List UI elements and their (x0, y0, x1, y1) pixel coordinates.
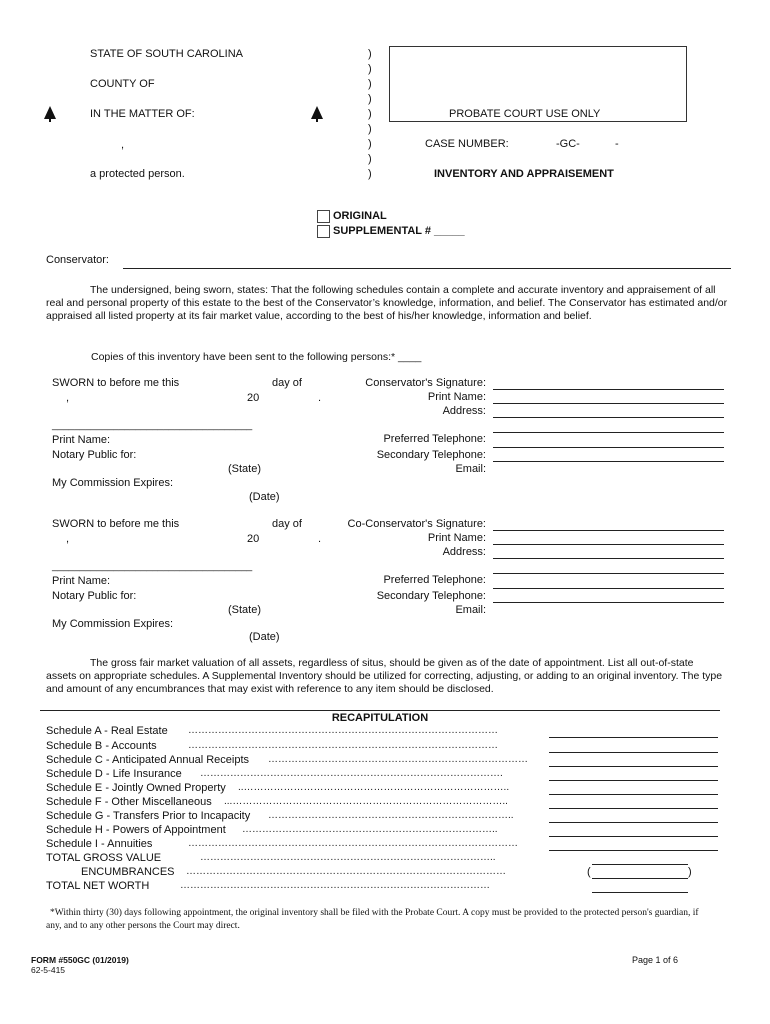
intro-paragraph: The undersigned, being sworn, states: That the following schedules contain a complete and accurate inventory and appraisement of all real and personal property of this estate to the best of the Conservator’s knowledge, information, and belief. The Conservator has estimated and/or appraised all listed property at its fair market value, according to the best of his/her knowledge, information and belief. (46, 284, 728, 322)
recap-dots: ………………………………………………………………………………… (180, 880, 490, 891)
address-input-2[interactable] (493, 573, 724, 574)
date-period: . (318, 533, 322, 545)
recap-dots: ………………………………………………………………………………… (188, 725, 498, 736)
recap-dots: ………………………………………………………………………………… (188, 740, 498, 751)
recap-value-input[interactable] (549, 836, 718, 837)
commission-expires: My Commission Expires: (52, 477, 174, 489)
recap-dots: ……………………………………………………………….. (268, 810, 514, 821)
year-prefix[interactable]: 20 (247, 533, 260, 545)
secondary-phone-label: Secondary Telephone: (376, 590, 486, 602)
date-comma: , (66, 533, 70, 545)
conservator-label: Conservator: (46, 254, 109, 266)
encumbrances-close-paren: ) (688, 866, 692, 878)
print-name-input[interactable] (493, 544, 724, 545)
notary-print-name: Print Name: (52, 575, 111, 587)
recap-value-input[interactable] (549, 780, 718, 781)
matter-label: IN THE MATTER OF: (90, 108, 195, 120)
form-title: INVENTORY AND APPRAISEMENT (434, 168, 614, 180)
case-number-dash[interactable]: - (615, 138, 619, 150)
state-label: STATE OF SOUTH CAROLINA (90, 48, 243, 60)
recap-value-input[interactable] (549, 766, 718, 767)
total-net-worth-input[interactable] (592, 892, 688, 893)
paren: ) (368, 168, 372, 180)
page-number: Page 1 of 6 (632, 955, 679, 965)
recap-dots: ………………………………………………………………….. (242, 824, 498, 835)
recap-label: Schedule H - Powers of Appointment (46, 824, 226, 836)
county-label: COUNTY OF (90, 78, 155, 90)
address-input-2[interactable] (493, 432, 724, 433)
recap-dots: ………………………………………………………………………………. (200, 768, 503, 779)
notary-print-name: Print Name: (52, 434, 111, 446)
supplemental-checkbox[interactable] (317, 225, 330, 238)
state-hint: (State) (228, 604, 262, 616)
recap-label: Schedule F - Other Miscellaneous (46, 796, 212, 808)
email-label: Email: (455, 463, 486, 475)
address-label: Address: (442, 546, 486, 558)
day-of-label: day of (272, 377, 302, 389)
date-hint: (Date) (249, 491, 280, 503)
co-conservator-signature-input[interactable] (493, 530, 724, 531)
address-input[interactable] (493, 558, 724, 559)
recap-dots: …………………………………………………………………… (268, 754, 528, 765)
paren: ) (368, 153, 372, 165)
recap-dots: …………………………………………………………………………………… (186, 866, 506, 877)
paren: ) (368, 78, 372, 90)
total-gross-input[interactable] (592, 864, 688, 865)
preferred-phone-input[interactable] (493, 588, 724, 589)
preferred-phone-input[interactable] (493, 447, 724, 448)
supplemental-label[interactable]: SUPPLEMENTAL # _____ (333, 225, 465, 237)
conservator-signature-label: Conservator's Signature: (365, 377, 486, 389)
original-checkbox[interactable] (317, 210, 330, 223)
paren: ) (368, 138, 372, 150)
address-input[interactable] (493, 417, 724, 418)
print-name-label: Print Name: (427, 391, 486, 403)
recap-label: Schedule A - Real Estate (46, 725, 168, 737)
paren: ) (368, 63, 372, 75)
preferred-phone-label: Preferred Telephone: (383, 433, 486, 445)
date-comma: , (66, 392, 70, 404)
year-prefix[interactable]: 20 (247, 392, 260, 404)
arrow-up-icon (311, 106, 323, 119)
recap-label: Schedule D - Life Insurance (46, 768, 182, 780)
recap-title: RECAPITULATION (331, 712, 429, 724)
notary-signature-line[interactable]: ____________________________________ (52, 420, 253, 431)
secondary-phone-label: Secondary Telephone: (376, 449, 486, 461)
protected-person-label: a protected person. (90, 168, 185, 180)
commission-expires: My Commission Expires: (52, 618, 174, 630)
paren: ) (368, 123, 372, 135)
secondary-phone-input[interactable] (493, 602, 724, 603)
total-gross-label: TOTAL GROSS VALUE (46, 852, 162, 864)
total-net-worth-label: TOTAL NET WORTH (46, 880, 150, 892)
email-label: Email: (455, 604, 486, 616)
recap-label: Schedule E - Jointly Owned Property (46, 782, 226, 794)
state-hint: (State) (228, 463, 262, 475)
encumbrances-label: ENCUMBRANCES (81, 866, 175, 878)
notary-signature-line[interactable]: ____________________________________ (52, 561, 253, 572)
recap-value-input[interactable] (549, 752, 718, 753)
case-number-label: CASE NUMBER: (425, 138, 509, 150)
recap-dots: …………………………………………………………………………….. (200, 852, 496, 863)
recap-dots: ...……………………………………………………………………….. (224, 796, 508, 807)
recap-label: Schedule C - Anticipated Annual Receipts (46, 754, 250, 766)
original-label: ORIGINAL (333, 210, 387, 222)
preferred-phone-label: Preferred Telephone: (383, 574, 486, 586)
statute-number: 62-5-415 (31, 965, 66, 975)
print-name-label: Print Name: (427, 532, 486, 544)
recap-label: Schedule B - Accounts (46, 740, 157, 752)
court-use-label: PROBATE COURT USE ONLY (449, 108, 601, 120)
encumbrances-open-paren: ( (587, 866, 591, 878)
recap-value-input[interactable] (549, 808, 718, 809)
footnote: *Within thirty (30) days following appointment, the original inventory shall be filed with the Probate Court. A copy must be provided to the protected person's guardian, if any, and to any other persons the Court may direct. (46, 908, 699, 931)
date-hint: (Date) (249, 631, 280, 643)
name-comma: , (121, 139, 125, 151)
day-of-label: day of (272, 518, 302, 530)
secondary-phone-input[interactable] (493, 461, 724, 462)
recap-label: Schedule I - Annuities (46, 838, 153, 850)
case-number-gc[interactable]: -GC- (556, 138, 580, 150)
recap-dots: ..…………………………………………………………………….. (238, 782, 510, 793)
arrow-up-icon (44, 106, 56, 119)
recap-divider (40, 710, 720, 711)
encumbrances-input[interactable] (592, 878, 688, 879)
valuation-paragraph: The gross fair market valuation of all assets, regardless of situs, should be given as of the date of appointment. List all out-of-state assets on appropriate schedules. A Supplemental Inventory should be utilized for correcting, adjusting, or adding to an original inventory. The type and amount of any encumbrances that may exist with reference to any item should be disclosed. (46, 657, 723, 695)
copies-line[interactable]: Copies of this inventory have been sent to the following persons:* ____ (91, 351, 422, 363)
form-number: FORM #550GC (01/2019) (31, 955, 129, 965)
sworn-label: SWORN to before me this (52, 518, 180, 530)
notary-for: Notary Public for: (52, 590, 137, 602)
recap-value-input[interactable] (549, 794, 718, 795)
conservator-input[interactable] (123, 268, 731, 269)
recap-dots: ……………………………………………………………………………………… (188, 838, 518, 849)
sworn-label: SWORN to before me this (52, 377, 180, 389)
print-name-input[interactable] (493, 403, 724, 404)
recap-label: Schedule G - Transfers Prior to Incapacity (46, 810, 251, 822)
paren: ) (368, 48, 372, 60)
paren: ) (368, 108, 372, 120)
recap-value-input[interactable] (549, 822, 718, 823)
date-period: . (318, 392, 322, 404)
co-conservator-signature-label: Co-Conservator's Signature: (347, 518, 486, 530)
notary-for: Notary Public for: (52, 449, 137, 461)
paren: ) (368, 93, 372, 105)
conservator-signature-input[interactable] (493, 389, 724, 390)
address-label: Address: (442, 405, 486, 417)
recap-value-input[interactable] (549, 737, 718, 738)
recap-value-input[interactable] (549, 850, 718, 851)
